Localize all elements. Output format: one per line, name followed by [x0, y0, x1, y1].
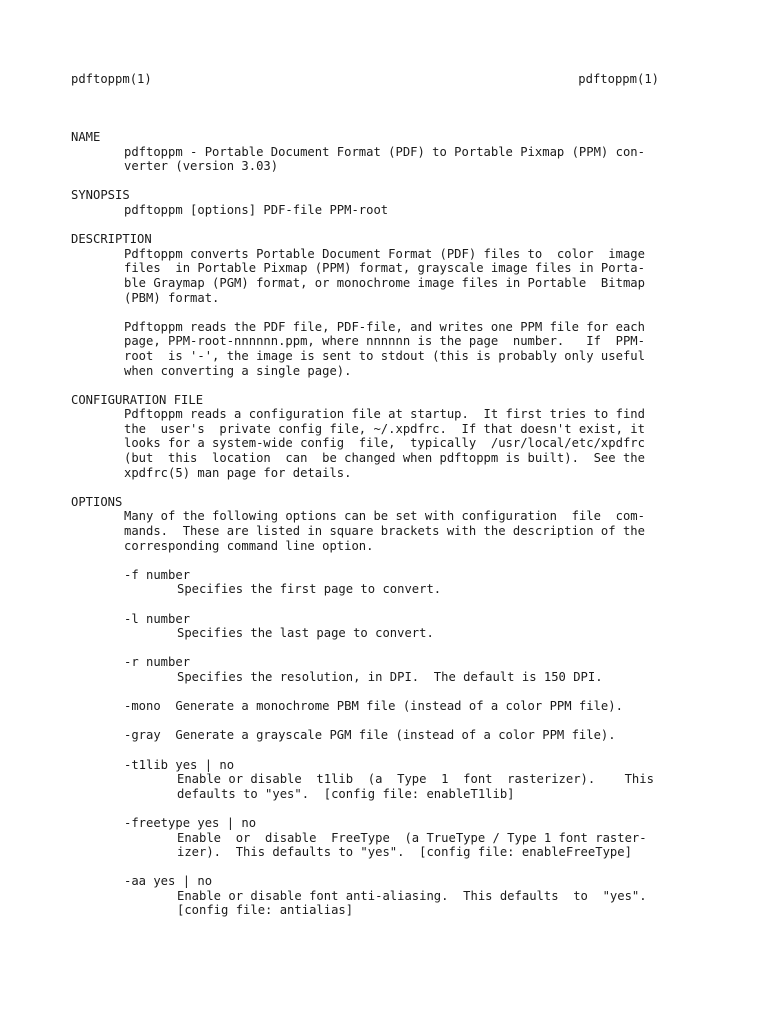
description-line: Pdftoppm reads the PDF file, PDF-file, and writes one PPM file for each: [124, 319, 645, 334]
description-line: ble Graymap (PGM) format, or monochrome image files in Portable Bitmap: [124, 275, 645, 290]
description-line: files in Portable Pixmap (PPM) format, grayscale image files in Porta-: [124, 261, 645, 276]
config-line: (but this location can be changed when pdftoppm is built). See the: [124, 451, 645, 466]
options-intro-line: mands. These are listed in square brackets with the description of the: [124, 524, 645, 539]
option-f-desc: Specifies the first page to convert.: [177, 582, 442, 597]
option-r-desc: Specifies the resolution, in DPI. The default is 150 DPI.: [177, 669, 603, 684]
header-right: pdftoppm(1): [578, 72, 659, 86]
option-r-name: -r number: [124, 655, 191, 670]
page-header: [71, 72, 659, 87]
section-title-options: OPTIONS: [71, 494, 123, 509]
config-line: the user's private config file, ~/.xpdfrc. If that doesn't exist, it: [124, 421, 645, 436]
options-intro-line: corresponding command line option.: [124, 538, 374, 553]
page-content: [71, 130, 671, 918]
option-t1lib-desc: Enable or disable t1lib (a Type 1 font rasterizer). This: [177, 772, 654, 787]
description-line: when converting a single page).: [124, 363, 352, 378]
description-line: Pdftoppm converts Portable Document Format (PDF) files to color image: [124, 246, 645, 261]
option-t1lib-name: -t1lib yes | no: [124, 757, 235, 772]
section-title-name: NAME: [71, 130, 101, 144]
section-title-configuration-file: CONFIGURATION FILE: [71, 392, 204, 407]
name-line: verter (version 3.03): [124, 159, 279, 174]
option-l-name: -l number: [124, 611, 191, 626]
option-freetype-name: -freetype yes | no: [124, 815, 257, 830]
description-line: page, PPM-root-nnnnnn.ppm, where nnnnnn is the page number. If PPM-: [124, 334, 645, 349]
config-line: xpdfrc(5) man page for details.: [124, 465, 352, 480]
description-line: root is '-', the image is sent to stdout (this is probably only useful: [124, 348, 645, 363]
name-line: pdftoppm - Portable Document Format (PDF) to Portable Pixmap (PPM) con-: [124, 144, 645, 159]
option-aa-desc: Enable or disable font anti-aliasing. This defaults to "yes".: [177, 888, 647, 903]
option-aa-name: -aa yes | no: [124, 874, 213, 889]
option-f-name: -f number: [124, 567, 191, 582]
option-gray: -gray Generate a grayscale PGM file (instead of a color PPM file).: [124, 728, 616, 743]
synopsis-line: pdftoppm [options] PDF-file PPM-root: [124, 202, 389, 217]
description-line: (PBM) format.: [124, 290, 220, 305]
header-left: pdftoppm(1): [71, 72, 152, 86]
option-t1lib-desc: defaults to "yes". [config file: enableT1lib]: [177, 786, 515, 801]
option-freetype-desc: Enable or disable FreeType (a TrueType / Type 1 font raster-: [177, 830, 647, 845]
section-title-description: DESCRIPTION: [71, 232, 152, 247]
option-mono: -mono Generate a monochrome PBM file (instead of a color PPM file).: [124, 699, 623, 714]
config-line: Pdftoppm reads a configuration file at startup. It first tries to find: [124, 407, 645, 422]
option-freetype-desc: izer). This defaults to "yes". [config file: enableFreeType]: [177, 845, 632, 860]
option-aa-desc: [config file: antialias]: [177, 903, 354, 918]
section-title-synopsis: SYNOPSIS: [71, 188, 130, 203]
option-l-desc: Specifies the last page to convert.: [177, 626, 434, 641]
options-intro-line: Many of the following options can be set with configuration file com-: [124, 509, 645, 524]
config-line: looks for a system-wide config file, typically /usr/local/etc/xpdfrc: [124, 436, 645, 451]
